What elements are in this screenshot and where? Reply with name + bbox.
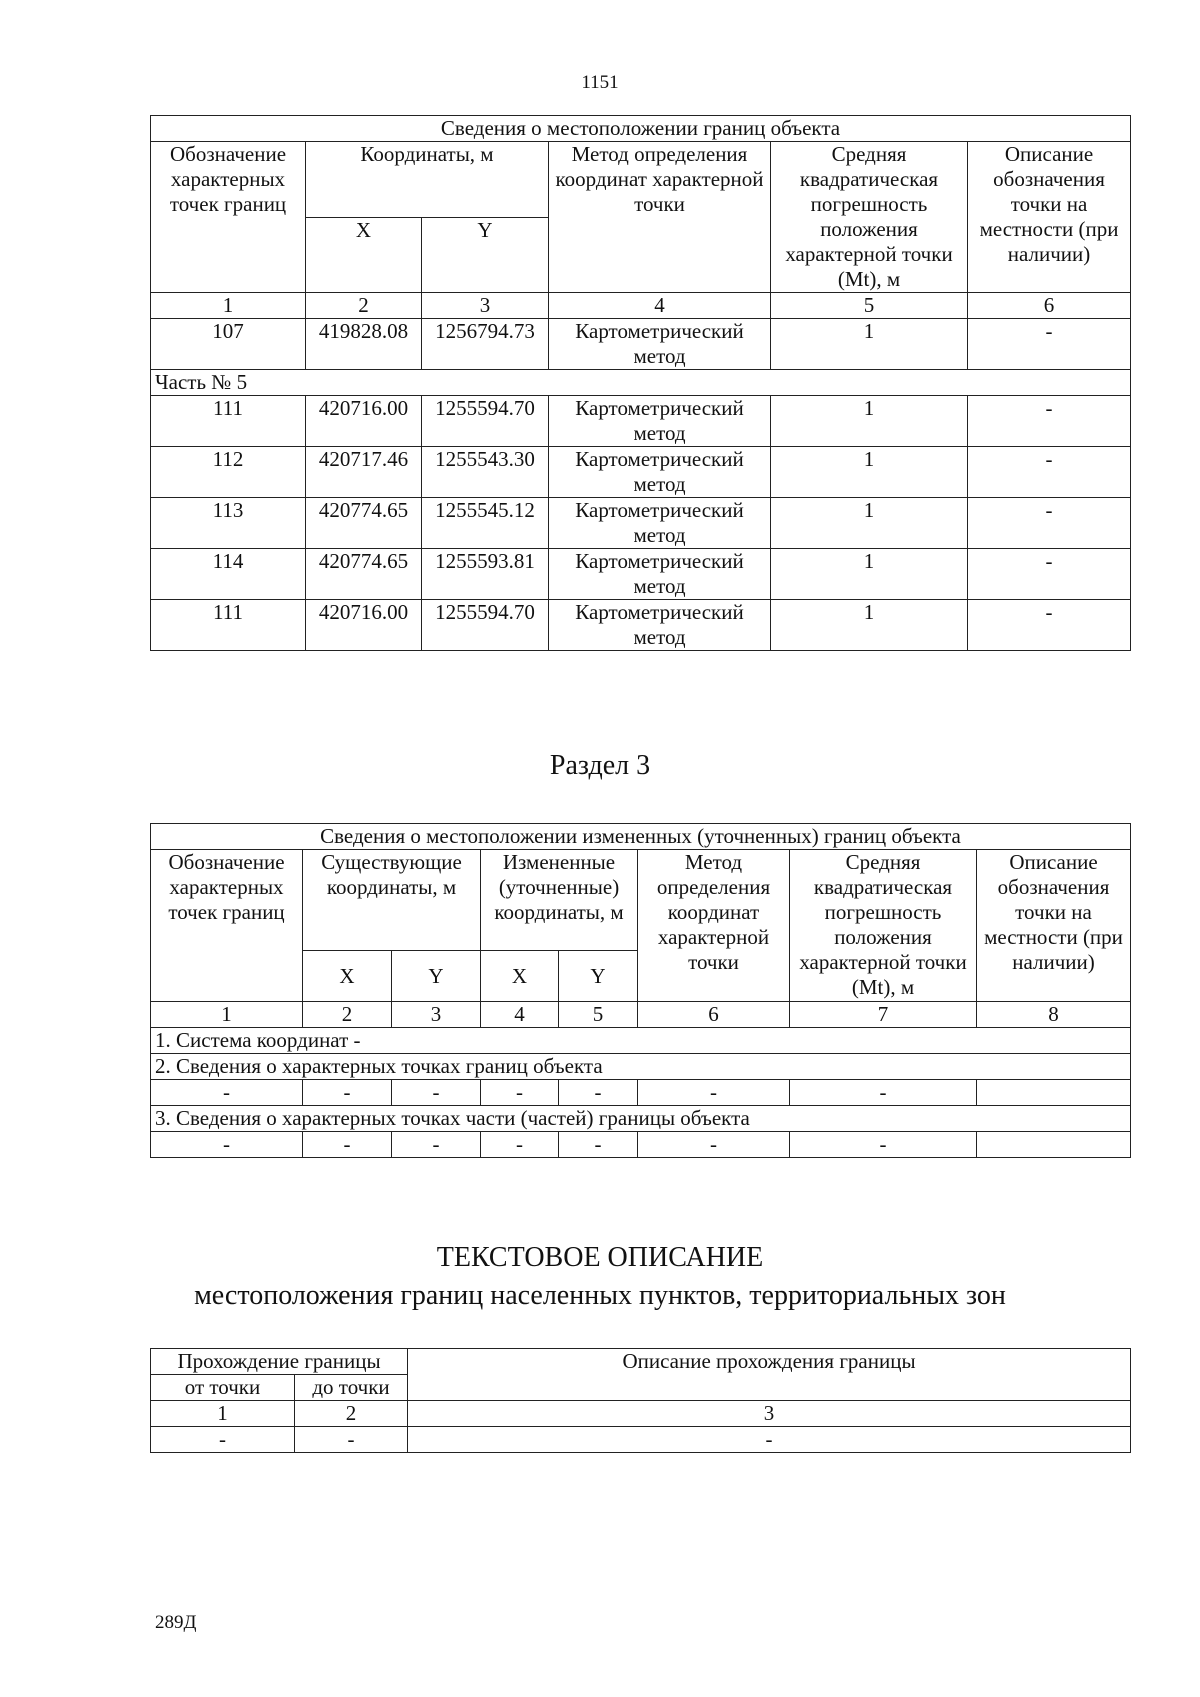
coord-x: 420774.65 <box>306 498 422 549</box>
point-id: 107 <box>151 319 306 370</box>
coord-x: 420774.65 <box>306 549 422 600</box>
header-point: Обозначение характерных точек границ <box>151 850 303 1002</box>
column-number: 1 <box>151 1401 295 1427</box>
cell: - <box>303 1132 392 1158</box>
header-method: Метод определения координат характерной точки <box>638 850 790 1002</box>
parts-heading: 3. Сведения о характерных точках части (частей) границы объекта <box>151 1106 1131 1132</box>
header-existing-y: Y <box>392 951 481 1002</box>
table-title-row <box>151 116 1131 142</box>
method: Картометрический метод <box>549 447 771 498</box>
point-id: 113 <box>151 498 306 549</box>
header-passage-description: Описание прохождения границы <box>408 1349 1131 1401</box>
error: 1 <box>771 319 968 370</box>
column-number: 3 <box>392 1002 481 1028</box>
header-row <box>151 142 1131 218</box>
boundary-passage-table <box>150 1348 1131 1453</box>
cell: - <box>151 1080 303 1106</box>
coord-y: 1255594.70 <box>422 600 549 651</box>
cell: - <box>790 1132 977 1158</box>
header-row <box>151 850 1131 951</box>
description: - <box>968 498 1131 549</box>
header-method: Метод определения координат характерной точки <box>549 142 771 293</box>
cell <box>977 1132 1131 1158</box>
header-existing-x: X <box>303 951 392 1002</box>
cell: - <box>559 1080 638 1106</box>
points-heading: 2. Сведения о характерных точках границ объекта <box>151 1054 1131 1080</box>
coord-x: 420717.46 <box>306 447 422 498</box>
column-number: 8 <box>977 1002 1131 1028</box>
cell: - <box>559 1132 638 1158</box>
header-description: Описание обозначения точки на местности (при наличии) <box>968 142 1131 293</box>
column-number: 3 <box>408 1401 1131 1427</box>
coord-x: 420716.00 <box>306 600 422 651</box>
column-number: 1 <box>151 293 306 319</box>
table-row <box>151 447 1131 498</box>
cell: - <box>481 1132 559 1158</box>
column-number: 5 <box>771 293 968 319</box>
method: Картометрический метод <box>549 396 771 447</box>
table-row <box>151 600 1131 651</box>
table-row <box>151 498 1131 549</box>
column-number: 4 <box>481 1002 559 1028</box>
coord-y: 1256794.73 <box>422 319 549 370</box>
description: - <box>968 600 1131 651</box>
points-heading-row <box>151 1054 1131 1080</box>
cell: - <box>151 1427 295 1453</box>
header-to-point: до точки <box>295 1375 408 1401</box>
header-changed-x: X <box>481 951 559 1002</box>
table-title: Сведения о местоположении границ объекта <box>151 116 1131 142</box>
column-number: 2 <box>303 1002 392 1028</box>
column-number: 5 <box>559 1002 638 1028</box>
boundary-points-table <box>150 115 1131 651</box>
cell: - <box>638 1132 790 1158</box>
header-description: Описание обозначения точки на местности (при наличии) <box>977 850 1131 1002</box>
column-number-row <box>151 1002 1131 1028</box>
method: Картометрический метод <box>549 549 771 600</box>
coordinate-system-label: 1. Система координат - <box>151 1028 1131 1054</box>
cell: - <box>790 1080 977 1106</box>
cell: - <box>303 1080 392 1106</box>
header-coords: Координаты, м <box>306 142 549 218</box>
description: - <box>968 447 1131 498</box>
cell: - <box>481 1080 559 1106</box>
coord-y: 1255543.30 <box>422 447 549 498</box>
header-changed-y: Y <box>559 951 638 1002</box>
column-number: 1 <box>151 1002 303 1028</box>
coord-x: 420716.00 <box>306 396 422 447</box>
header-existing: Существующие координаты, м <box>303 850 481 951</box>
error: 1 <box>771 498 968 549</box>
header-y: Y <box>422 217 549 293</box>
method: Картометрический метод <box>549 319 771 370</box>
table-title-row <box>151 824 1131 850</box>
table-title: Сведения о местоположении измененных (уточненных) границ объекта <box>151 824 1131 850</box>
part-label-row <box>151 370 1131 396</box>
column-number-row <box>151 1401 1131 1427</box>
column-number: 2 <box>306 293 422 319</box>
header-x: X <box>306 217 422 293</box>
column-number: 4 <box>549 293 771 319</box>
description: - <box>968 549 1131 600</box>
table-row <box>151 1080 1131 1106</box>
column-number: 6 <box>638 1002 790 1028</box>
cell: - <box>408 1427 1131 1453</box>
header-error: Средняя квадратическая погрешность положения характерной точки (Mt), м <box>790 850 977 1002</box>
text-description-title: ТЕКСТОВОЕ ОПИСАНИЕ <box>436 1242 764 1273</box>
cell: - <box>392 1132 481 1158</box>
point-id: 111 <box>151 600 306 651</box>
error: 1 <box>771 396 968 447</box>
header-changed: Измененные (уточненные) координаты, м <box>481 850 638 951</box>
coord-x: 419828.08 <box>306 319 422 370</box>
method: Картометрический метод <box>549 600 771 651</box>
column-number: 6 <box>968 293 1131 319</box>
error: 1 <box>771 600 968 651</box>
header-point: Обозначение характерных точек границ <box>151 142 306 293</box>
coord-y: 1255594.70 <box>422 396 549 447</box>
column-number: 7 <box>790 1002 977 1028</box>
point-id: 114 <box>151 549 306 600</box>
table-row <box>151 549 1131 600</box>
point-id: 112 <box>151 447 306 498</box>
error: 1 <box>771 447 968 498</box>
header-row <box>151 1349 1131 1375</box>
coord-y: 1255593.81 <box>422 549 549 600</box>
table-row <box>151 319 1131 370</box>
header-error: Средняя квадратическая погрешность положения характерной точки (Mt), м <box>771 142 968 293</box>
header-from-point: от точки <box>151 1375 295 1401</box>
cell: - <box>392 1080 481 1106</box>
table-row <box>151 1132 1131 1158</box>
header-passage: Прохождение границы <box>151 1349 408 1375</box>
description: - <box>968 319 1131 370</box>
table-row <box>151 1427 1131 1453</box>
parts-heading-row <box>151 1106 1131 1132</box>
column-number-row <box>151 293 1131 319</box>
table-row <box>151 396 1131 447</box>
cell: - <box>638 1080 790 1106</box>
column-number: 3 <box>422 293 549 319</box>
cell <box>977 1080 1131 1106</box>
error: 1 <box>771 549 968 600</box>
part-label: Часть № 5 <box>151 370 1131 396</box>
text-description-subtitle: местоположения границ населенных пунктов, территориальных зон <box>194 1280 1006 1311</box>
footer-code: 289Д <box>155 1612 197 1633</box>
page-number: 1151 <box>581 72 619 93</box>
section-title: Раздел 3 <box>549 750 651 781</box>
cell: - <box>295 1427 408 1453</box>
column-number: 2 <box>295 1401 408 1427</box>
method: Картометрический метод <box>549 498 771 549</box>
system-row <box>151 1028 1131 1054</box>
cell: - <box>151 1132 303 1158</box>
description: - <box>968 396 1131 447</box>
point-id: 111 <box>151 396 306 447</box>
coord-y: 1255545.12 <box>422 498 549 549</box>
changed-boundaries-table <box>150 823 1131 1158</box>
